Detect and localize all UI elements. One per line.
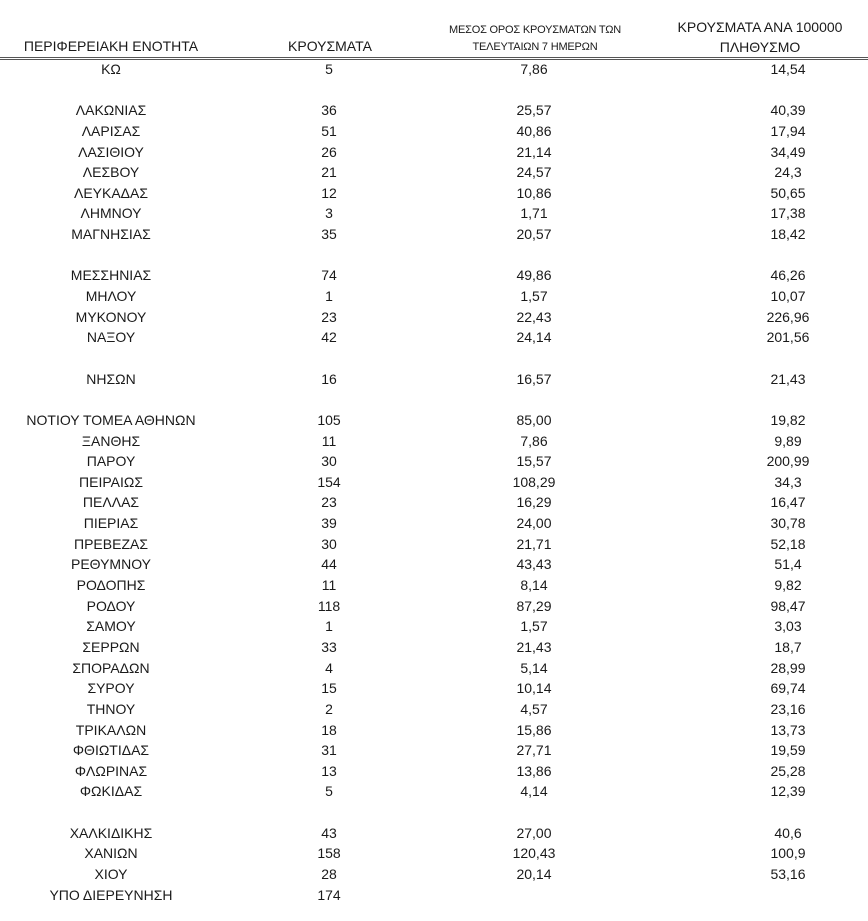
cell-avg7: 1,57 bbox=[520, 288, 548, 305]
cell-cases: 13 bbox=[321, 762, 337, 779]
cell-avg7: 1,71 bbox=[520, 205, 548, 222]
cell-cases: 5 bbox=[325, 61, 333, 77]
cell-cases: 12 bbox=[321, 184, 337, 201]
cell-per100k: 50,65 bbox=[770, 184, 806, 201]
cell-region: ΦΘΙΩΤΙΔΑΣ bbox=[72, 742, 150, 759]
cell-avg7: 85,00 bbox=[516, 411, 552, 428]
table-row bbox=[0, 843, 868, 864]
table-row bbox=[0, 596, 868, 617]
cell-avg7: 21,43 bbox=[516, 638, 552, 655]
cell-avg7: 21,14 bbox=[516, 143, 552, 160]
cell-cases: 118 bbox=[317, 597, 341, 614]
cell-cases: 174 bbox=[317, 886, 341, 903]
cell-per100k: 53,16 bbox=[770, 865, 806, 882]
header-per100k-line1: ΚΡΟΥΣΜΑΤΑ ΑΝΑ 100000 bbox=[677, 19, 843, 35]
cell-per100k: 40,39 bbox=[770, 102, 806, 119]
table-row bbox=[0, 492, 868, 513]
table-row bbox=[0, 369, 868, 390]
cell-cases: 21 bbox=[321, 164, 337, 181]
cell-per100k: 24,3 bbox=[774, 164, 802, 181]
cell-per100k: 21,43 bbox=[770, 370, 806, 387]
cell-cases: 74 bbox=[321, 267, 337, 284]
cell-avg7: 16,29 bbox=[516, 494, 552, 511]
cell-avg7: 120,43 bbox=[512, 845, 556, 862]
cell-region: ΣΕΡΡΩΝ bbox=[82, 638, 140, 655]
cell-avg7: 16,57 bbox=[516, 370, 552, 387]
cell-cases: 43 bbox=[321, 824, 337, 841]
table-row bbox=[0, 761, 868, 782]
cell-per100k: 19,82 bbox=[770, 411, 806, 428]
cell-avg7: 24,00 bbox=[516, 515, 552, 532]
cell-avg7: 10,86 bbox=[516, 184, 552, 201]
cell-per100k: 28,99 bbox=[770, 659, 806, 676]
cell-cases: 5 bbox=[325, 783, 333, 800]
cell-region: ΧΙΟΥ bbox=[94, 865, 128, 882]
cell-region: ΛΑΣΙΘΙΟΥ bbox=[78, 143, 144, 160]
cell-per100k: 9,89 bbox=[774, 432, 802, 449]
table-row bbox=[0, 513, 868, 534]
table-row bbox=[0, 885, 868, 906]
cell-cases: 30 bbox=[321, 453, 337, 470]
cell-cases: 3 bbox=[325, 205, 333, 222]
cell-cases: 26 bbox=[321, 143, 337, 160]
cell-per100k: 30,78 bbox=[770, 515, 806, 532]
cell-per100k: 51,4 bbox=[774, 556, 802, 573]
cell-avg7: 21,71 bbox=[516, 535, 552, 552]
cell-per100k: 23,16 bbox=[770, 700, 806, 717]
cell-region: ΣΑΜΟΥ bbox=[86, 618, 136, 635]
cell-region: ΛΗΜΝΟΥ bbox=[80, 205, 142, 222]
blank-row bbox=[0, 802, 868, 823]
cell-region: ΜΥΚΟΝΟΥ bbox=[75, 308, 147, 325]
cell-cases: 23 bbox=[321, 494, 337, 511]
cell-avg7: 10,14 bbox=[516, 680, 552, 697]
cell-per100k: 46,26 bbox=[770, 267, 806, 284]
cell-avg7: 13,86 bbox=[516, 762, 552, 779]
cell-avg7: 49,86 bbox=[516, 267, 552, 284]
cell-region: ΛΕΥΚΑΔΑΣ bbox=[73, 184, 149, 201]
cell-region: ΠΡΕΒΕΖΑΣ bbox=[73, 535, 148, 552]
cell-cases: 1 bbox=[325, 288, 333, 305]
table-row bbox=[0, 864, 868, 885]
cell-per100k: 12,39 bbox=[770, 783, 806, 800]
table-row bbox=[0, 534, 868, 555]
cell-per100k: 34,3 bbox=[774, 473, 802, 490]
table-row bbox=[0, 59, 868, 80]
blank-row bbox=[0, 245, 868, 266]
table-row bbox=[0, 286, 868, 307]
cell-region: ΣΥΡΟΥ bbox=[87, 680, 135, 697]
blank-row bbox=[0, 348, 868, 369]
cell-per100k: 98,47 bbox=[770, 597, 806, 614]
header-per100k-line2: ΠΛΗΘΥΣΜΟ bbox=[719, 39, 801, 55]
header-per100k bbox=[660, 17, 860, 57]
table-row bbox=[0, 823, 868, 844]
table-body bbox=[0, 59, 868, 905]
cell-cases: 18 bbox=[321, 721, 337, 738]
cell-avg7: 87,29 bbox=[516, 597, 552, 614]
cell-cases: 51 bbox=[321, 122, 337, 139]
header-region: ΠΕΡΙΦΕΡΕΙΑΚΗ ΕΝΟΤΗΤΑ bbox=[23, 38, 199, 54]
cell-per100k: 40,6 bbox=[774, 824, 802, 841]
header-avg7-line1: ΜΕΣΟΣ ΟΡΟΣ ΚΡΟΥΣΜΑΤΩΝ ΤΩΝ bbox=[449, 24, 621, 36]
cell-per100k: 200,99 bbox=[766, 453, 810, 470]
cell-cases: 154 bbox=[317, 473, 341, 490]
blank-row bbox=[0, 389, 868, 410]
cell-per100k: 14,54 bbox=[770, 61, 806, 77]
table-row bbox=[0, 162, 868, 183]
cell-region: ΠΕΙΡΑΙΩΣ bbox=[79, 473, 143, 490]
cell-avg7: 22,43 bbox=[516, 308, 552, 325]
cell-avg7: 5,14 bbox=[520, 659, 548, 676]
cell-avg7: 24,57 bbox=[516, 164, 552, 181]
cell-region: ΠΕΛΛΑΣ bbox=[82, 494, 140, 511]
cell-per100k: 52,18 bbox=[770, 535, 806, 552]
cell-per100k: 69,74 bbox=[770, 680, 806, 697]
cell-per100k: 17,38 bbox=[770, 205, 806, 222]
cell-region: ΜΗΛΟΥ bbox=[85, 288, 137, 305]
table-row bbox=[0, 307, 868, 328]
cell-avg7: 1,57 bbox=[520, 618, 548, 635]
table-row bbox=[0, 637, 868, 658]
header-avg7-line2: ΤΕΛΕΥΤΑΙΩΝ 7 ΗΜΕΡΩΝ bbox=[472, 41, 598, 53]
cell-avg7: 25,57 bbox=[516, 102, 552, 119]
cell-avg7: 27,00 bbox=[516, 824, 552, 841]
cell-region: ΝΟΤΙΟΥ ΤΟΜΕΑ ΑΘΗΝΩΝ bbox=[26, 411, 196, 428]
table-row bbox=[0, 100, 868, 121]
header-cases: ΚΡΟΥΣΜΑΤΑ bbox=[288, 38, 372, 54]
table-row bbox=[0, 203, 868, 224]
table-row bbox=[0, 699, 868, 720]
cell-cases: 11 bbox=[321, 577, 337, 594]
cell-cases: 23 bbox=[321, 308, 337, 325]
cell-per100k: 34,49 bbox=[770, 143, 806, 160]
table-row bbox=[0, 781, 868, 802]
cell-region: ΤΡΙΚΑΛΩΝ bbox=[75, 721, 147, 738]
cell-region: ΝΑΞΟΥ bbox=[86, 329, 136, 346]
cell-cases: 4 bbox=[325, 659, 333, 676]
table-row bbox=[0, 678, 868, 699]
table-row bbox=[0, 472, 868, 493]
cell-region: ΜΑΓΝΗΣΙΑΣ bbox=[71, 226, 151, 243]
cell-region: ΧΑΛΚΙΔΙΚΗΣ bbox=[69, 824, 153, 841]
cell-region: ΧΑΝΙΩΝ bbox=[84, 845, 138, 862]
cell-cases: 31 bbox=[321, 742, 337, 759]
cell-avg7: 27,71 bbox=[516, 742, 552, 759]
blank-row bbox=[0, 80, 868, 101]
cell-per100k: 201,56 bbox=[766, 329, 810, 346]
cell-per100k: 18,42 bbox=[770, 226, 806, 243]
cell-cases: 1 bbox=[325, 618, 333, 635]
cell-region: ΤΗΝΟΥ bbox=[86, 700, 136, 717]
cell-avg7: 7,86 bbox=[520, 432, 548, 449]
cell-region: ΜΕΣΣΗΝΙΑΣ bbox=[70, 267, 152, 284]
cell-region: ΚΩ bbox=[101, 61, 121, 77]
cell-cases: 35 bbox=[321, 226, 337, 243]
cell-avg7: 15,57 bbox=[516, 453, 552, 470]
table-row bbox=[0, 575, 868, 596]
cell-cases: 39 bbox=[321, 515, 337, 532]
table-row bbox=[0, 224, 868, 245]
cell-avg7: 40,86 bbox=[516, 122, 552, 139]
table-row bbox=[0, 616, 868, 637]
table-row bbox=[0, 410, 868, 431]
cell-region: ΡΟΔΟΠΗΣ bbox=[76, 577, 146, 594]
cell-avg7: 8,14 bbox=[520, 577, 548, 594]
cell-region: ΡΕΘΥΜΝΟΥ bbox=[70, 556, 151, 573]
cell-cases: 30 bbox=[321, 535, 337, 552]
cell-region: ΠΑΡΟΥ bbox=[86, 453, 136, 470]
table-row bbox=[0, 658, 868, 679]
cell-region: ΦΩΚΙΔΑΣ bbox=[79, 783, 143, 800]
table-row bbox=[0, 265, 868, 286]
cell-avg7: 20,57 bbox=[516, 226, 552, 243]
table-row bbox=[0, 740, 868, 761]
table-row bbox=[0, 121, 868, 142]
cell-per100k: 19,59 bbox=[770, 742, 806, 759]
cell-avg7: 4,14 bbox=[520, 783, 548, 800]
cell-cases: 44 bbox=[321, 556, 337, 573]
cell-avg7: 24,14 bbox=[516, 329, 552, 346]
cell-per100k: 18,7 bbox=[774, 638, 802, 655]
cell-avg7: 108,29 bbox=[512, 473, 556, 490]
cell-avg7: 20,14 bbox=[516, 865, 552, 882]
cell-region: ΠΙΕΡΙΑΣ bbox=[83, 515, 139, 532]
cell-cases: 36 bbox=[321, 102, 337, 119]
cell-per100k: 16,47 bbox=[770, 494, 806, 511]
cell-cases: 158 bbox=[317, 845, 341, 862]
cell-cases: 28 bbox=[321, 865, 337, 882]
table-row bbox=[0, 431, 868, 452]
cell-region: ΥΠΟ ΔΙΕΡΕΥΝΗΣΗ bbox=[49, 886, 173, 903]
cell-per100k: 100,9 bbox=[770, 845, 806, 862]
cell-per100k: 10,07 bbox=[770, 288, 806, 305]
table-row bbox=[0, 142, 868, 163]
cell-region: ΛΑΚΩΝΙΑΣ bbox=[75, 102, 147, 119]
cell-avg7: 4,57 bbox=[520, 700, 548, 717]
table-row bbox=[0, 183, 868, 204]
table-row bbox=[0, 554, 868, 575]
cell-region: ΡΟΔΟΥ bbox=[86, 597, 136, 614]
cell-region: ΝΗΣΩΝ bbox=[86, 370, 136, 387]
cell-cases: 33 bbox=[321, 638, 337, 655]
cell-per100k: 13,73 bbox=[770, 721, 806, 738]
cell-cases: 42 bbox=[321, 329, 337, 346]
cell-cases: 15 bbox=[321, 680, 337, 697]
header-avg7 bbox=[430, 22, 640, 56]
cell-per100k: 25,28 bbox=[770, 762, 806, 779]
cell-per100k: 17,94 bbox=[770, 122, 806, 139]
cell-cases: 11 bbox=[321, 432, 337, 449]
cell-region: ΛΑΡΙΣΑΣ bbox=[81, 122, 141, 139]
cell-avg7: 43,43 bbox=[516, 556, 552, 573]
table-row bbox=[0, 451, 868, 472]
cell-per100k: 3,03 bbox=[774, 618, 802, 635]
cell-cases: 2 bbox=[325, 700, 333, 717]
table-row bbox=[0, 327, 868, 348]
cell-region: ΛΕΣΒΟΥ bbox=[82, 164, 140, 181]
cell-region: ΣΠΟΡΑΔΩΝ bbox=[72, 659, 150, 676]
cell-region: ΞΑΝΘΗΣ bbox=[81, 432, 141, 449]
cell-avg7: 7,86 bbox=[520, 61, 548, 77]
cell-cases: 105 bbox=[317, 411, 341, 428]
cell-per100k: 9,82 bbox=[774, 577, 802, 594]
cell-cases: 16 bbox=[321, 370, 337, 387]
table-row bbox=[0, 720, 868, 741]
cell-per100k: 226,96 bbox=[766, 308, 810, 325]
cell-region: ΦΛΩΡΙΝΑΣ bbox=[74, 762, 148, 779]
cell-avg7: 15,86 bbox=[516, 721, 552, 738]
